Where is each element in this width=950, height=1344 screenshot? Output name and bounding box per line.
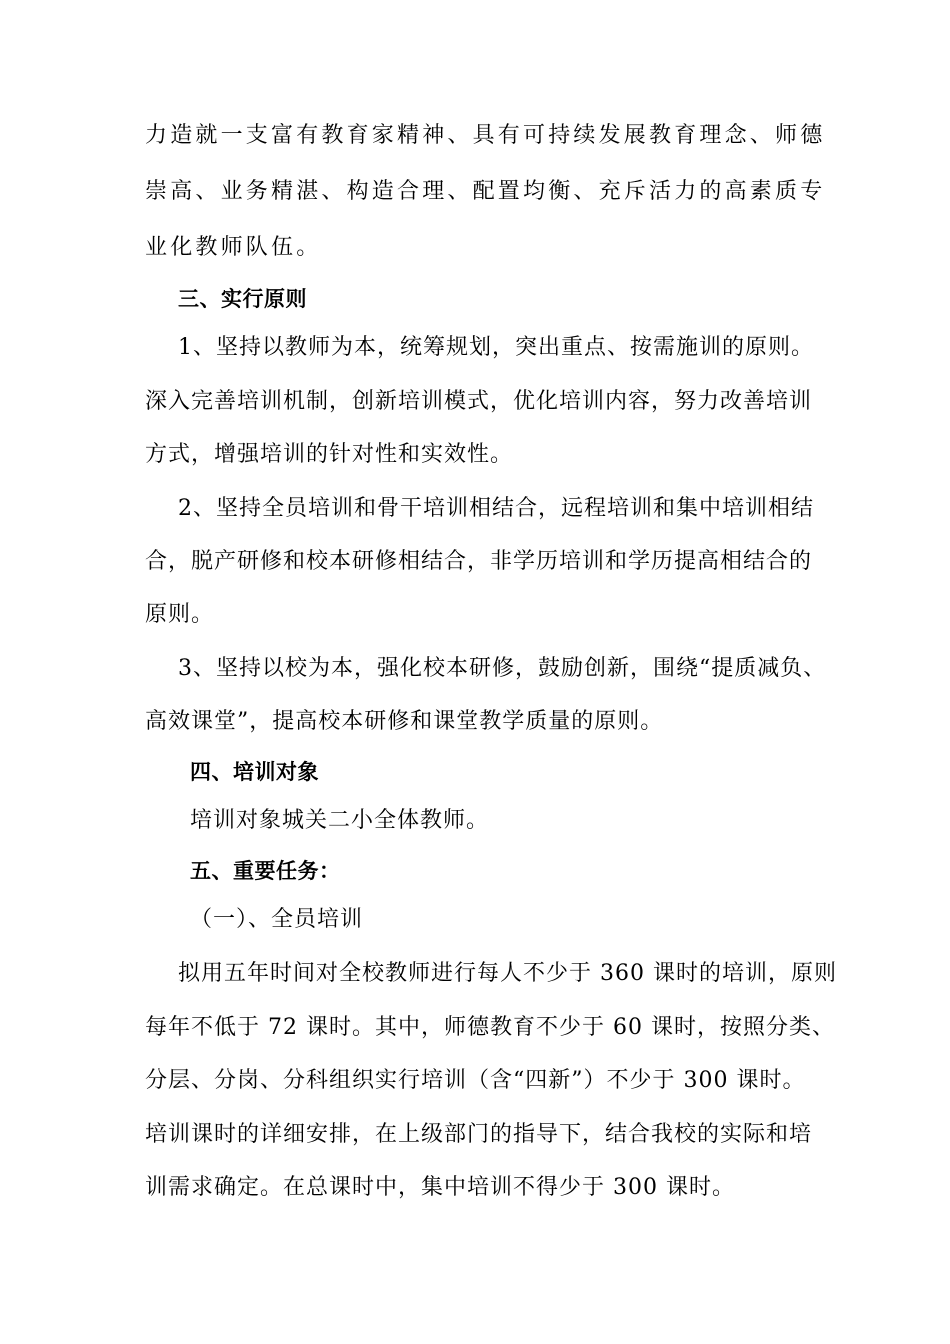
principle-3-line-1: 3、坚持以校为本，强化校本研修，鼓励创新，围绕“提质减负、 [178, 656, 827, 681]
targets-text: 培训对象城关二小全体教师。 [190, 808, 490, 833]
principle-1-line-2: 深入完善培训机制，创新培训模式，优化培训内容，努力改善培训 [145, 389, 813, 414]
principle-2-line-2: 合，脱产研修和校本研修相结合，非学历培训和学历提高相结合的 [145, 549, 813, 574]
paragraph-line-3: 业化教师队伍。 [145, 235, 322, 260]
training-paragraph-line-2: 每年不低于 72 课时。其中，师德教育不少于 60 课时，按照分类、 [145, 1015, 835, 1040]
principle-1-line-3: 方式，增强培训的针对性和实效性。 [145, 442, 514, 467]
training-paragraph-line-1: 拟用五年时间对全校教师进行每人不少于 360 课时的培训，原则 [178, 961, 837, 986]
principle-2-line-1: 2、坚持全员培训和骨干培训相结合，远程培训和集中培训相结 [178, 496, 814, 521]
paragraph-line-2: 崇高、业务精湛、构造合理、配置均衡、充斥活力的高素质专 [145, 179, 826, 204]
section-heading-tasks: 五、重要任务： [190, 859, 341, 883]
subsection-heading-all-staff-training: （一）、全员培训 [190, 907, 364, 932]
section-heading-principles: 三、实行原则 [178, 287, 307, 311]
principle-3-line-2: 高效课堂”，提高校本研修和课堂教学质量的原则。 [145, 709, 664, 734]
principle-1-line-1: 1、坚持以教师为本，统筹规划，突出重点、按需施训的原则。 [178, 335, 814, 360]
principle-2-line-3: 原则。 [145, 602, 215, 627]
training-paragraph-line-5: 训需求确定。在总课时中，集中培训不得少于 300 课时。 [145, 1175, 735, 1200]
training-paragraph-line-4: 培训课时的详细安排，在上级部门的指导下，结合我校的实际和培 [145, 1122, 813, 1147]
training-paragraph-line-3: 分层、分岗、分科组织实行培训（含“四新”）不少于 300 课时。 [145, 1068, 806, 1093]
paragraph-line-1: 力造就一支富有教育家精神、具有可持续发展教育理念、师德 [145, 123, 826, 148]
section-heading-targets: 四、培训对象 [190, 760, 319, 784]
